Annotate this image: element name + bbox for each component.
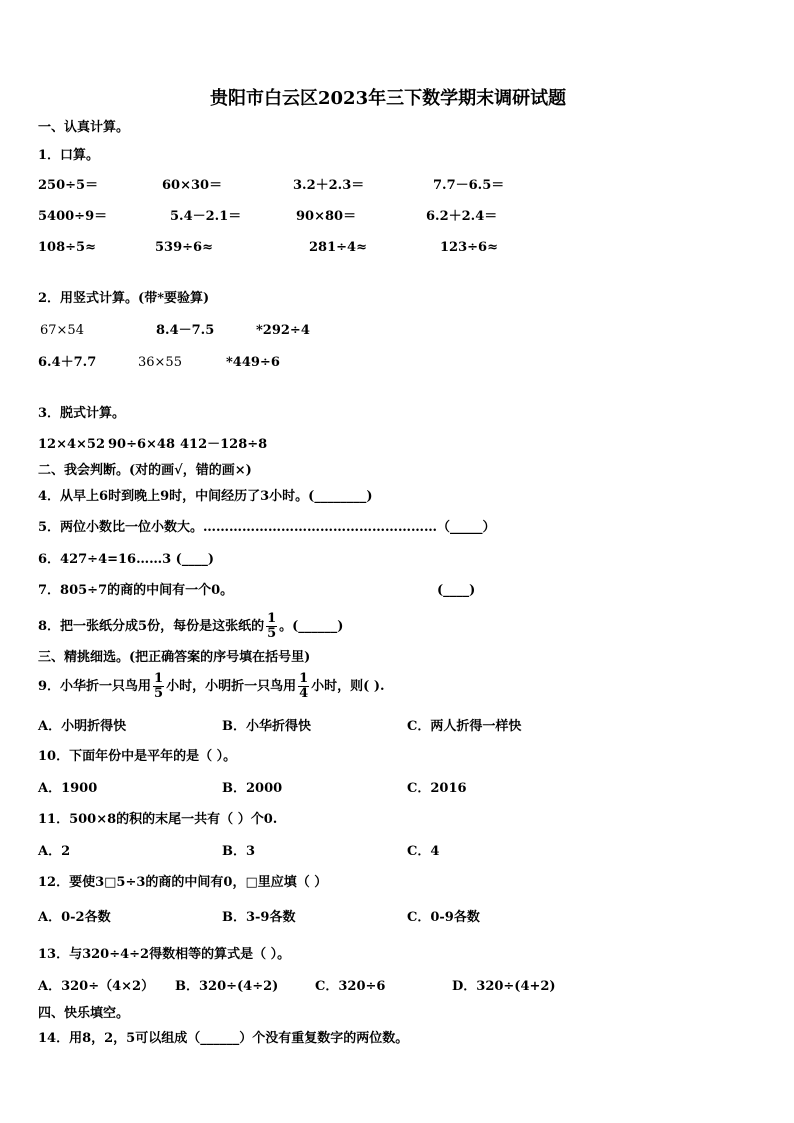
q9-text [38, 672, 385, 702]
q2-item: 67×54 [40, 323, 84, 338]
q8-text [38, 612, 343, 642]
q9-middle: 小时，小明折一只鸟用 [166, 679, 297, 694]
q14-text: 14．用8，2，5可以组成（______）个没有重复数字的两位数。 [38, 1031, 409, 1046]
q9-option-c: C．两人折得一样快 [407, 719, 522, 734]
fraction-numerator: 1 [267, 611, 277, 626]
q9-fraction-2 [298, 672, 309, 701]
q9-prefix: 9．小华折一只鸟用 [38, 679, 152, 694]
q1-item: 539÷6≈ [155, 240, 213, 255]
q12-option-c: C．0-9各数 [407, 910, 480, 925]
page-title: 贵阳市白云区2023年三下数学期末调研试题 [210, 88, 567, 109]
q8-suffix: 。(______) [279, 619, 344, 634]
q2-item: 36×55 [138, 355, 182, 370]
fraction-denominator: 5 [267, 626, 277, 641]
q10-option-a: A．1900 [38, 781, 98, 796]
q1-item: 108÷5≈ [38, 240, 96, 255]
q8-fraction [266, 612, 277, 641]
q8-prefix: 8．把一张纸分成5份，每份是这张纸的 [38, 619, 265, 634]
q1-label: 1．口算。 [38, 148, 100, 163]
section-2-heading: 二、我会判断。(对的画√，错的画×) [38, 463, 252, 478]
q4-text: 4．从早上6时到晚上9时，中间经历了3小时。(________) [38, 489, 373, 504]
q1-item: 60×30＝ [162, 178, 223, 193]
q1-item: 90×80＝ [296, 209, 357, 224]
q7-text: 7．805÷7的商的中间有一个0。 [38, 583, 234, 598]
q3-item: 12×4×52 [38, 437, 106, 452]
q3-item: 412－128÷8 [180, 437, 268, 452]
q10-option-c: C．2016 [407, 781, 467, 796]
q9-option-b: B．小华折得快 [222, 719, 311, 734]
q13-option-d: D．320÷(4+2) [452, 979, 556, 994]
q6-text: 6．427÷4=16……3 (____) [38, 552, 214, 567]
q11-option-b: B．3 [222, 844, 256, 859]
q2-item: *449÷6 [226, 355, 280, 370]
q3-item: 90÷6×48 [108, 437, 176, 452]
section-4-heading: 四、快乐填空。 [38, 1006, 130, 1021]
q2-item: 8.4－7.5 [156, 323, 215, 338]
q9-fraction-1 [153, 672, 164, 701]
q1-item: 5.4－2.1＝ [170, 209, 242, 224]
q11-option-a: A．2 [38, 844, 71, 859]
q2-item: *292÷4 [256, 323, 310, 338]
fraction-numerator: 1 [299, 671, 309, 686]
q1-item: 3.2＋2.3＝ [293, 178, 365, 193]
q13-option-b: B．320÷(4÷2) [175, 979, 279, 994]
q5-text: 5．两位小数比一位小数大。………………………………………………（_____） [38, 520, 496, 535]
q12-text: 12．要使3□5÷3的商的中间有0，□里应填（ ） [38, 875, 328, 890]
q1-item: 250÷5＝ [38, 178, 99, 193]
q13-option-a: A．320÷（4×2） [38, 979, 155, 994]
fraction-numerator: 1 [154, 671, 164, 686]
q1-item: 7.7－6.5＝ [433, 178, 505, 193]
q12-option-a: A．0-2各数 [38, 910, 111, 925]
q1-item: 6.2＋2.4＝ [426, 209, 498, 224]
q9-suffix: 小时，则( ). [311, 679, 385, 694]
q10-option-b: B．2000 [222, 781, 283, 796]
section-3-heading: 三、精挑细选。(把正确答案的序号填在括号里) [38, 650, 311, 665]
q3-label: 3．脱式计算。 [38, 406, 126, 421]
section-1-heading: 一、认真计算。 [38, 120, 130, 135]
q10-text: 10．下面年份中是平年的是（ ）。 [38, 749, 237, 764]
q7-blank: (____) [437, 583, 476, 598]
q11-text: 11．500×8的积的末尾一共有（ ）个0. [38, 812, 278, 827]
q13-option-c: C．320÷6 [315, 979, 386, 994]
q2-label: 2．用竖式计算。(带*要验算) [38, 291, 210, 306]
q1-item: 281÷4≈ [309, 240, 367, 255]
fraction-denominator: 5 [154, 686, 164, 701]
q1-item: 5400÷9＝ [38, 209, 108, 224]
q12-option-b: B．3-9各数 [222, 910, 296, 925]
q13-text: 13．与320÷4÷2得数相等的算式是（ ）。 [38, 947, 291, 962]
q11-option-c: C．4 [407, 844, 440, 859]
q2-item: 6.4＋7.7 [38, 355, 97, 370]
q9-option-a: A．小明折得快 [38, 719, 127, 734]
fraction-denominator: 4 [299, 686, 309, 701]
q1-item: 123÷6≈ [440, 240, 498, 255]
